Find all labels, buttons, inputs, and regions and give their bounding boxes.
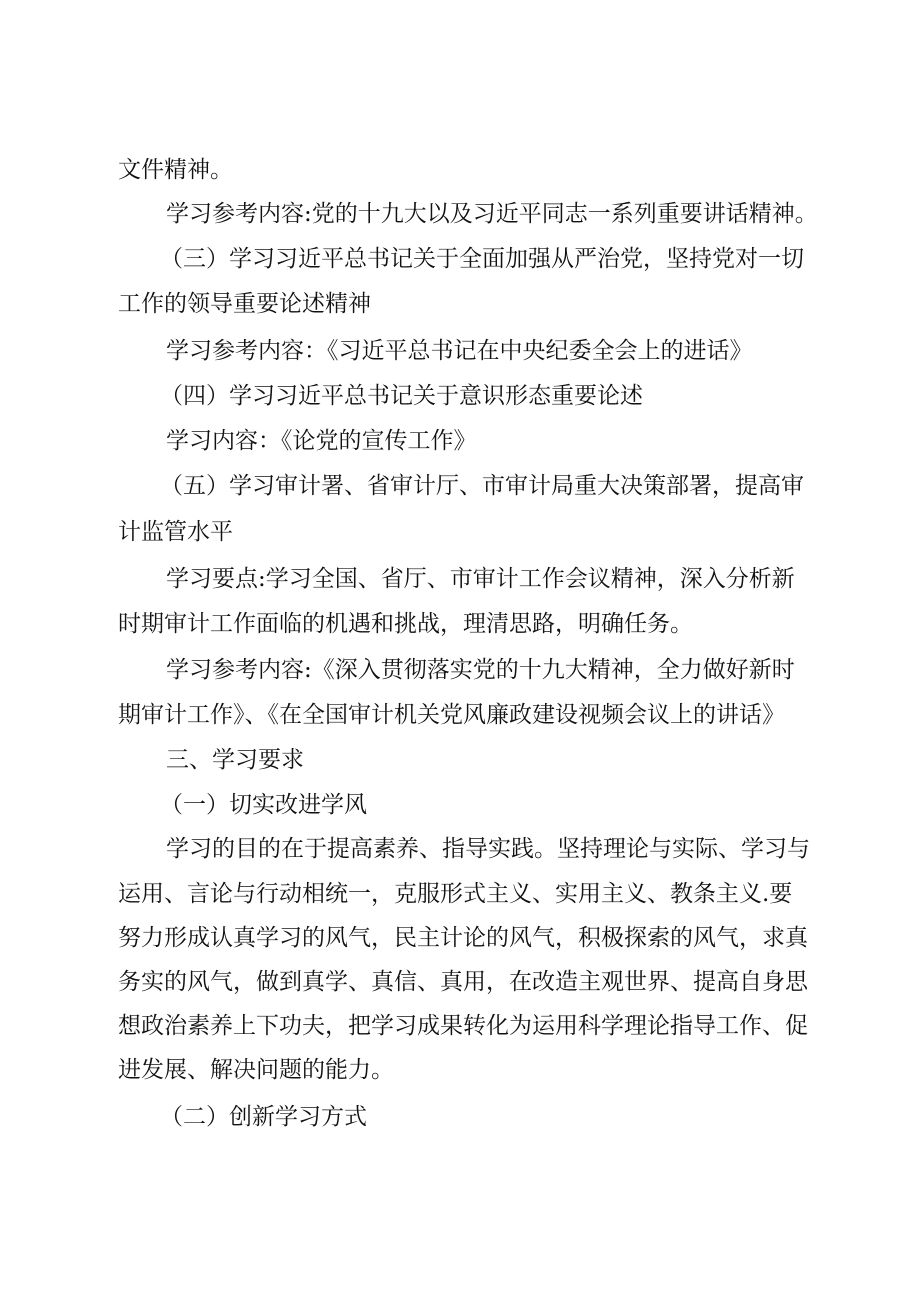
text-line: 努力形成认真学习的风气，民主计论的风气，积极探索的风气，求真 xyxy=(118,925,808,951)
text-line: 计监管水平 xyxy=(118,519,233,545)
text-line: 学习参考内容：《习近平总书记在中央纪委全会上的进话》 xyxy=(166,338,753,364)
text-line: （二）创新学习方式 xyxy=(160,1104,367,1130)
text-line: 文件精神。 xyxy=(118,157,233,183)
text-line: 时期审计工作面临的机遇和挑战，理清思路，明确任务。 xyxy=(118,611,693,637)
text-line: 学习的目的在于提高素养、指导实践。坚持理论与实际、学习与 xyxy=(166,836,810,862)
text-line: （四）学习习近平总书记关于意识形态重要论述 xyxy=(160,383,643,409)
text-line: 学习参考内容:党的十九大以及习近平同志一系列重要讲话精神。 xyxy=(166,201,818,227)
text-line: 学习参考内容:《深入贯彻落实党的十九大精神，全力做好新时 xyxy=(166,657,795,683)
text-line: 期审计工作》、《在全国审计机关党风廉政建设视频会议上的讲话》 xyxy=(118,702,785,728)
text-line: （三）学习习近平总书记关于全面加强从严治党，坚持党对一切 xyxy=(160,246,804,272)
text-line: 进发展、解决问题的能力。 xyxy=(118,1057,394,1083)
text-line: 三、学习要求 xyxy=(166,747,304,773)
text-line: 务实的风气，做到真学、真信、真用，在改造主观世界、提高自身思 xyxy=(118,969,808,995)
text-line: 学习内容：《论党的宣传工作》 xyxy=(166,428,477,454)
text-line: 学习要点:学习全国、省厅、市审计工作会议精神，深入分析新 xyxy=(166,566,795,592)
text-line: （一）切实改进学风 xyxy=(160,792,367,818)
text-line: （五）学习审计署、省审计厅、市审计局重大决策部署，提高审 xyxy=(160,473,804,499)
text-line: 工作的领导重要论述精神 xyxy=(118,291,371,317)
text-line: 运用、言论与行动相统一，克服形式主义、实用主义、教条主义.要 xyxy=(118,881,793,907)
text-line: 想政治素养上下功夫，把学习成果转化为运用科学理论指导工作、促 xyxy=(118,1013,808,1039)
